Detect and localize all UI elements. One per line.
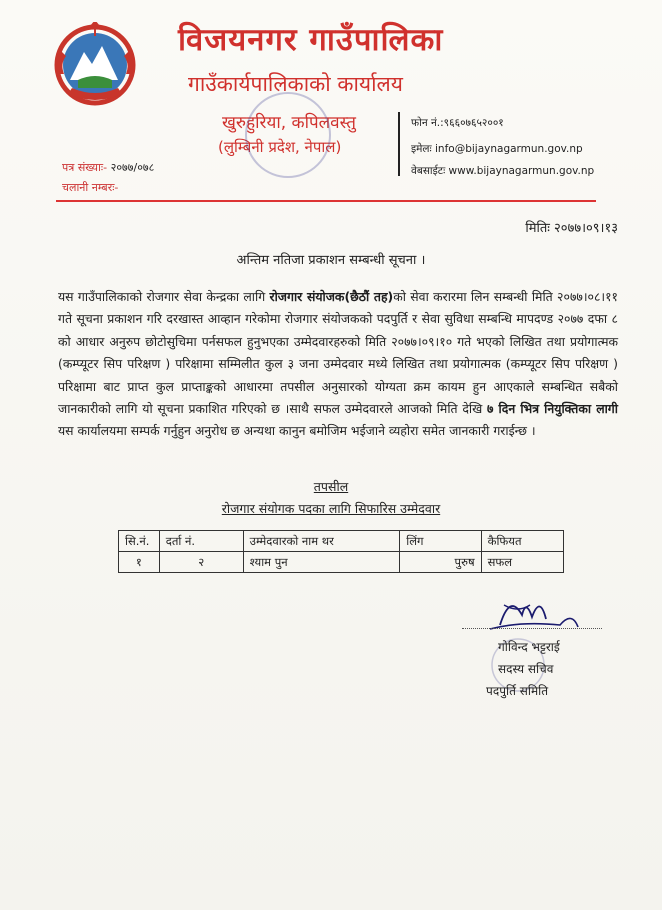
contact-block xyxy=(398,112,598,184)
schedule-title: तपसील xyxy=(313,479,349,494)
candidate-table xyxy=(118,530,564,573)
office-seal-stamp xyxy=(245,92,331,178)
signatory-name: गोविन्द भट्टराई xyxy=(498,640,560,654)
table-row xyxy=(119,552,564,573)
table-header: कैफियत xyxy=(481,531,563,552)
dispatch-label: चलानी नम्बरः- xyxy=(62,181,119,194)
letter-subject: अन्तिम नतिजा प्रकाशन सम्बन्धी सूचना । xyxy=(236,253,426,268)
table-cell: श्याम पुन xyxy=(243,552,400,573)
schedule-subtitle: रोजगार संयोगक पदका लागि सिफारिस उम्मेदवार xyxy=(221,501,441,516)
phone-number: फोन नं.:९६६०७६५२००१ xyxy=(411,117,504,129)
dispatch-number xyxy=(62,180,118,195)
letter-date: मितिः २०७७।०९।१३ xyxy=(525,221,618,236)
table-header-row xyxy=(119,531,564,552)
table-cell: पुरुष xyxy=(400,552,481,573)
reference-value: २०७७/०७८ xyxy=(110,161,155,174)
signature-line xyxy=(462,628,602,629)
table-header: लिंग xyxy=(400,531,481,552)
table-cell: सफल xyxy=(481,552,563,573)
reference-number xyxy=(62,160,154,175)
table-cell: १ xyxy=(119,552,160,573)
reference-label: पत्र संख्याः- xyxy=(62,161,108,174)
body-text-3: यस कार्यालयमा सम्पर्क गर्नुहुन अनुरोध छ अन्यथा कानुन बमोजिम भईजाने व्यहोरा समेत जानकारी गराईन्छ । xyxy=(58,423,536,439)
office-province: (लुम्बिनी प्रदेश, नेपाल) xyxy=(218,138,342,156)
table-header: दर्ता नं. xyxy=(159,531,243,552)
header-divider xyxy=(56,200,596,202)
office-name: गाउँकार्यपालिकाको कार्यालय xyxy=(188,72,403,96)
table-header: उम्मेदवारको नाम थर xyxy=(243,531,400,552)
letter-body xyxy=(58,286,618,443)
municipality-name: विजयनगर गाउँपालिका xyxy=(178,22,444,58)
body-text-post: रोजगार संयोजक(छैठौं तह) xyxy=(269,289,394,304)
body-text-deadline: ७ दिन भित्र नियुक्तिका लागी xyxy=(487,401,618,417)
table-header: सि.नं. xyxy=(119,531,160,552)
table-cell: २ xyxy=(159,552,243,573)
nepal-emblem-icon xyxy=(50,22,140,108)
contact-divider xyxy=(398,112,400,176)
website-address: वेबसाईटः www.bijaynagarmun.gov.np xyxy=(411,165,595,177)
office-location: खुरुहुरिया, कपिलवस्तु xyxy=(222,113,356,133)
body-text-1: यस गाउँपालिकाको रोजगार सेवा केन्द्रका लागि xyxy=(58,289,270,304)
body-paragraph xyxy=(58,286,618,443)
signatory-committee: पदपुर्ति समिति xyxy=(486,684,549,698)
email-address: इमेलः info@bijaynagarmun.gov.np xyxy=(411,143,583,155)
signatory-title: सदस्य सचिव xyxy=(498,662,554,676)
body-text-2: को सेवा करारमा लिन सम्बन्धी मिति २०७७।०८।११ गते सूचना प्रकाशन गरि दरखास्त आव्हान गरेकोमा रोजगार संयोजकको पदपुर्ति र सेवा सुविधा सम्बन्धि मापदण्ड २०७७ दफा ८ को आधार अनुरुप छोटोसुचिमा पर्नसफल हुनुभएका उम्मेदवारहरुको मिति २०७७।०९।१० गते भएको लिखित तथा प्रयोगात्मक (कम्प्यूटर सिप परिक्षण ) परिक्षामा सम्मिलीत कुल ३ जना उम्मेदवार मध्ये लिखित तथा प्रयोगात्मक (कम्प्यूटर सिप परिक्षण ) परिक्षामा बाट प्राप्त कुल प्राप्ताङ्कको आधारमा तपसील अनुसारको योग्यता क्रम कायम हुन आएकाले सम्बन्धित सबैको जानकारीको लागि यो सूचना प्रकाशित गरिएको छ ।साथै सफल उम्मेदवारले आजको मिति देखि xyxy=(58,289,618,417)
